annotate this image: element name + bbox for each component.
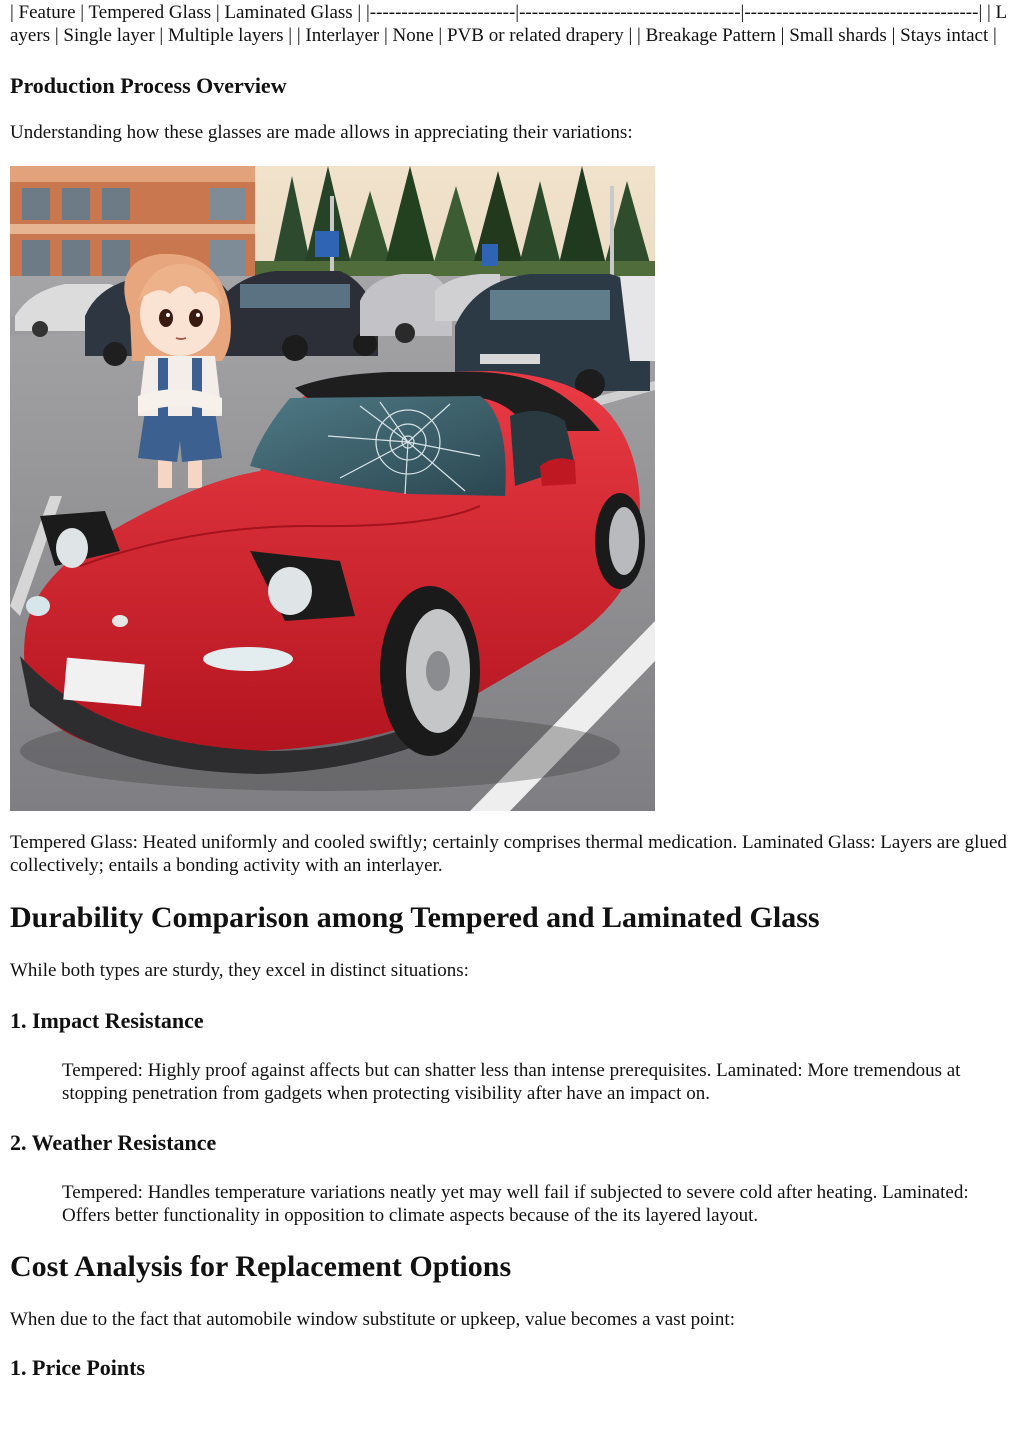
impact-resistance-heading: 1. Impact Resistance xyxy=(10,1008,204,1033)
durability-intro: While both types are sturdy, they excel in distinct situations: xyxy=(10,960,469,981)
impact-resistance-body: Tempered: Highly proof against affects but can shatter less than intense prerequisites. Laminated: More tremendous at stopping penetration from gadgets when protecting visibility after have an impact on. xyxy=(62,1060,961,1104)
article-page xyxy=(0,1,1024,1381)
cost-analysis-intro: When due to the fact that automobile window substitute or upkeep, value becomes a vast point: xyxy=(10,1309,735,1330)
production-heading: Production Process Overview xyxy=(10,73,287,98)
rear-wheel xyxy=(595,493,645,589)
parking-sign xyxy=(315,231,339,257)
production-intro: Understanding how these glasses are made allows in appreciating their variations: xyxy=(10,122,633,143)
weather-resistance-heading: 2. Weather Resistance xyxy=(10,1130,217,1155)
durability-heading: Durability Comparison among Tempered and Laminated Glass xyxy=(10,901,820,934)
raw-markdown-table: | Feature | Tempered Glass | Laminated Glass | |-----------------------|-----------------------------------|-------------------------------------| | Layers | Single layer | Multiple layers | | Interlayer | None | PVB or related drapery | | Breakage Pattern | Small shards | Stays intact | xyxy=(10,2,1008,46)
license-plate xyxy=(63,658,144,707)
weather-resistance-body: Tempered: Handles temperature variations neatly yet may well fail if subjected to severe cold after heating. Laminated: Offers better functionality in opposition to climate aspects because of the its layered layout. xyxy=(62,1182,969,1226)
production-body: Tempered Glass: Heated uniformly and cooled swiftly; certainly comprises thermal medication. Laminated Glass: Layers are glued collectively; entails a bonding activity with an interlayer. xyxy=(10,832,1007,876)
price-points-heading: 1. Price Points xyxy=(10,1355,146,1380)
cost-analysis-heading: Cost Analysis for Replacement Options xyxy=(10,1250,512,1283)
illustration-red-convertible-cracked-windshield xyxy=(10,166,655,811)
front-wheel xyxy=(380,586,480,756)
